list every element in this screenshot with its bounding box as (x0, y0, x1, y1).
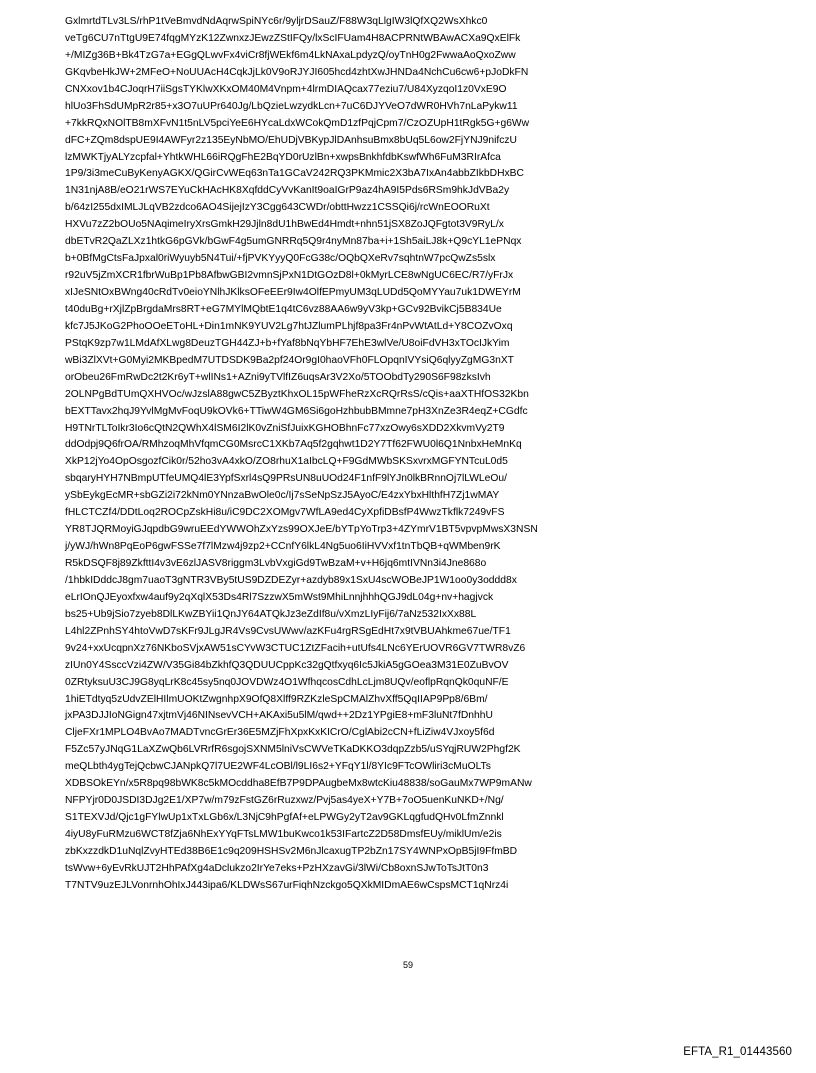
text-line: 4iyU8yFuRMzu6WCT8fZja6NhExYYqFTsLMW1buKwco1k53IFartcZ2D58DmsfEUy/miklUm/e2is (65, 829, 502, 840)
text-line: NFPYjr0D0JSDI3DJg2E1/XP7w/m79zFstGZ6rRuzxwz/Pvj5as4yeX+Y7B+7oO5uenKuNKD+/Ng/ (65, 795, 504, 807)
text-line: veTg6CU7nTtgU9E74fqgMYzK12ZwnxzJEwzZStIFQy/lxScIFUam4H8ACPRNtWBAwACXa9QxElFk (65, 32, 521, 44)
text-line: L4hl2ZPnhSY4htoVwD7sKFr9JLgJR4Vs9CvsUWwv/azKFu4rgRSgEdHt7x9tVBUAhkme67ue/TF1 (65, 625, 511, 637)
text-line: t40duBg+rXjlZpBrgdaMrs8RT+eG7MYlMQbtE1q4tC6vz88AA6w9yV3kp+GCv92BvikCj5B834Ue (65, 303, 502, 315)
text-line: dbEТvR2QaZLXz1htkG6pGVk/bGwF4g5umGNRRq5Q9r4nyMn87ba+i+1Sh5aiLJ8k+Q9cYL1ePNqx (65, 236, 522, 248)
text-line: xIJeSNtOxBWng40cRdTv0eioYNlhJKlksOFeEEr9Iw4OlfEPmyUM3qLUDd5QoMYYau7uk1DWEYrM (65, 287, 521, 298)
text-line: R5kDSQF8j89ZkfttI4v3vE6zlJASV8riggm3LvbVxgiGd9TwBzaM+v+H6jq6mtIVNn3i4Jne868o (65, 558, 487, 569)
text-line: 1hiETdtyq5zUdvZElHIlmUOKtZwgnhpX9OfQ8Xlff9RZKzleSpCMAlZhvXff5QqIIAP9Pp8/6Bm/ (65, 693, 488, 705)
text-line: XDBSOkEYn/x5R8pq98bWK8c5kMOcddha8EfB7P9DPAugbeMx8wtcKiu48838/soGauMx7WP9mANw (65, 778, 532, 790)
text-line: GxlmrtdTLv3LS/rhP1tVeBmvdNdAqrwSpiNYc6r/9yljrDSauZ/F88W3qLlgIW3lQfXQ2WsXhkc0 (65, 16, 488, 27)
encoded-text-block (65, 14, 755, 895)
text-line: zIUn0Y4SsccVzi4ZW/V35Gi84bZkhfQ3QDUUCppKc32gQtfxyq6Ic5JkiA5gGOea3M31E0ZuBvOV (65, 659, 509, 671)
text-line: CljeFXr1MPLO4BvAo7MADTvncGrEr36E5MZjFhXpxKxKICrO/CglAbi2cCN+fLiZiw4VJxoy5f6d (65, 727, 495, 739)
text-line: wBi3ZlXVt+G0Myi2MKBpedM7UTDSDK9Ba2pf24Or9gI0haoVFh0FLOpqnIVYsiQ6qlyyZgMG3nXT (65, 354, 514, 366)
text-line: bs25+Ub9jSio7zyeb8DlLKwZBYii1QnJY64ATQkJz3eZdIf8u/vXmzLIyFij6/7aNz532IxXx88L (65, 608, 477, 620)
text-line: orObeu26FmRwDc2t2Kr6yT+wlINs1+AZni9yTVlfIZ6uqsAr3V2Xo/5TOObdTy290S6F98zksIvh (65, 371, 491, 383)
text-line: 2OLNPgBdTUmQXHVOc/wJzslA88gwC5ZByztKhxOL15pWFheRzXcRQrRsS/cQis+aaXTHfOS32Kbn (65, 388, 529, 400)
text-line: zbKxzzdkD1uNqlZvyHTEd38B6E1c9q209HSHSv2M6nJlcaxugTP2bZn17SY4WNPxOpB5jI9FfmBD (65, 845, 518, 857)
text-line: lzMWKTjyALYzcpfal+YhtkWHL66iRQgFhE2BqYD0rUzlBn+xwpsBnkhfdbKswfWh6FuM3RIrAfca (65, 151, 501, 163)
text-line: hlUo3FhSdUMpR2r85+x3O7uUPr640Jg/LbQzieLwzydkLcn+7uC6DJYVeO7dWR0HVh7nLaPykw11 (65, 100, 518, 112)
text-line: ddOdpj9Q6frOA/RMhzoqMhVfqmCG0MsrcC1XKb7Aq5f2gqhwt1D2Y7Tf62FWU0l6Q1NnbxHeMnKq (65, 439, 522, 451)
text-line: r92uV5jZmXCR1fbrWuBp1Pb8AfbwGBI2vmnSjPxN1DtGOzD8l+0kMyrLCE8wNgUC6EC/R7/yFrJx (65, 270, 514, 282)
text-line: T7NTV9uzEJLVonrnhOhIxJ443ipa6/KLDWsS67urFiqhNzckgo5QXkMIDmAE6wCspsMCT1qNrz4i (65, 879, 509, 891)
text-line: /1hbkIDddcJ8gm7uaoT3gNTR3VBy5tUS9DZDEZyr+azdyb89x1SxU4scWOBeJP1W1oo0y3oddd8x (65, 574, 517, 586)
page-number: 59 (402, 960, 413, 970)
text-line: S1TEXVJd/Qjc1gFYlwUp1xTxLGb6x/L3NjC9hPgfAf+eLPWGy2yT2av9GKLqgfudQHv0LfmZnnkl (65, 812, 504, 824)
text-line: 1P9/3i3meCuByKenyAGKX/QGirCvWEq63nTa1GCaV242RQ3PKMmic2X3bA7IxAn4abbZIkbDHxBC (65, 168, 524, 180)
text-line: sbqaryHYH7NBmpUTfeUMQ4lE3YpfSxrl4sQ9PRsUN8uUOd24F1nfF9lYJn0lkBRnnOj7lLWLeOu/ (65, 473, 507, 485)
text-line: PStqK9zp7w1LMdAfXLwg8DeuzTGH44ZJ+b+fYaf8bNqYbHF7EhE3wlVe/U8oiFdVH3xTOcIJkYim (65, 337, 510, 349)
text-line: XkP12jYo4OpOsgozfCik0r/52ho3vA4xkO/ZO8rhuX1aIbcLQ+F9GdMWbSKSxvrxMGFYNTcuL0d5 (65, 456, 508, 468)
text-line: b+0BfMgCtsFaJpxal0riWyuyb5N4Tui/+fjPVKYyyQ0FcG38c/OQbQXeRv7sqhtnW7pcQwZs5slx (65, 253, 496, 265)
text-line: b/64zI255dxIMLJLqVB2zdco6AO4SijejIzY3Cgg643CWDr/obttHwzz1CSSQi6j/rcWnEOORuXt (65, 202, 490, 214)
text-line: kfc7J5JKoG2PhoOOeETоHL+Din1mNK9YUV2Lg7htJZlumPLhjf8pa3Fr4nPvWtAtLd+Y8COZvOxq (65, 320, 513, 332)
text-line: H9TNrTLToIkr3Io6cQtN2QWhX4lSM6I2lK0vZniSfJuixKGHOBhnFc77xzOwy6sXDD2XkvmVy2T9 (65, 422, 505, 434)
text-line: tsWvw+6yEvRkUJT2HhPAfXg4aDclukzo2IrYe7eks+PzHXzavGi/3lWi/Cb8oxnSJwToTsJtT0n3 (65, 862, 489, 874)
text-line: +7kkRQxNOlTB8mXFvN1t5nLV5pciYeE6HYcaLdxWCokQmD1zfPqjCpm7/CzOZUpH1tRgk5G+g6Ww (65, 117, 530, 129)
text-line: bEXTTavx2hqJ9YvlMgMvFoqU9kOVk6+TTiwW4GM6Si6goHzhbubBMmne7pH3XnZe3R4eqZ+CGdfc (65, 405, 528, 417)
text-line: 1N31njA8B/eO21rWS7EYuCkHAcHK8XqfddCyVvKanIt9oaIGrP9az4hA9I5Pds6RSm9hkJdVBa2y (65, 185, 510, 197)
text-line: dFC+ZQm8dspUE9I4AWFyr2z135EyNbMO/EhUDjVBKypJlDAnhsuBmx8bUq5L6ow2FjYNJ9nifczU (65, 134, 517, 146)
document-id-stamp: EFTA_R1_01443560 (683, 1046, 792, 1058)
text-line: +/MIZg36B+Bk4TzG7a+EGgQLwvFx4viCr8fjWEkf6m4LkNAxaLpdyzQ/oyTnH0g2FwwaAoQxoZww (65, 49, 516, 61)
text-line: j/yWJ/hWn8PqEoP6gwFSSe7f7lMzw4j9zp2+CCnfY6lkL4Ng5uo6IiHVVxf1tnTbQB+qWMben9rK (65, 541, 501, 553)
text-line: 0ZRtyksuU3CJ9G8yqLrK8c45sy5nq0JOVDWz4O1WfhqcosCdhLcLjm8UQv/eoflpRqnQk0quNF/E (65, 676, 509, 688)
text-line: ySbEykgEcMR+sbGZi2i72kNm0YNnzaBwOle0c/Ij7sSeNpSzJ5AyoC/E4zxYbxHlthfH7Zj1wMAY (65, 490, 500, 502)
text-line: meQLbth4ygTejQcbwCJANpkQ7l7UE2WF4LcOBl/l9LI6s2+YFqY1l/8YIc9FTcOWliri3cMuOLTs (65, 761, 491, 773)
text-line: 9v24+xxUcqpnXz76NKboSVjxAW51sCYvW3CTUC1ZtZFacih+utUfs4LNc6YErUOVR6GV7TWR8vZ6 (65, 642, 526, 654)
text-line: eLrIOnQJEyoxfxw4auf9y2qXqlX53Ds4Rl7SzzwX5mWst9MhiLnnjhhhQGJ9dL04g+nv+hagjvck (65, 591, 494, 603)
text-line: CNXxov1b4CJoqrH7iiSgsTYKlwXKxOM40M4Vnpm+4lrmDIAQcax77eziu7/U84XyzqoI1z0VxE9O (65, 83, 507, 95)
text-line: F5Zc57yJNqG1LaXZwQb6LVRrfR6sgojSXNM5lniVsCWVeTKaDKKO3dqpZzb5/uSYqjRUW2Phgf2K (65, 744, 521, 756)
text-line: jxPA3DJJIoNGign47xjtmVj46NINsevVCH+AKAxi5u5lM/qwd++2Dz1YPgiE8+mF3luNt7fDnhhU (65, 710, 493, 722)
text-line: YR8TJQRMoyiGJqpdbG9wruEEdYWWOhZxYzs99OXJeE/bYTpYoTrp3+4ZYmrV1BT5vpvpMwsX3NSN (65, 524, 538, 536)
text-line: HXVu7zZ2bOUo5NAqimeIryXrsGmkH29Jjln8dU1hBwEd4Hmdt+nhn51jSX8ZoJQFgtot3V9RyL/x (65, 219, 504, 231)
text-line: fHLCTCZf4/DDtLoq2ROCpZskHi8u/iC9DC2XOMgv7WfLA9ed4CyXpfiDBsfP4WwzTkflk7249vFS (65, 507, 505, 519)
text-line: GKqvbeHkJW+2MFeO+NoUUAcH4CqkJjLk0V9oRJYJI605hcd4zhtXwJHNDa4NchCu6cw6+pJoDkFN (65, 66, 529, 78)
